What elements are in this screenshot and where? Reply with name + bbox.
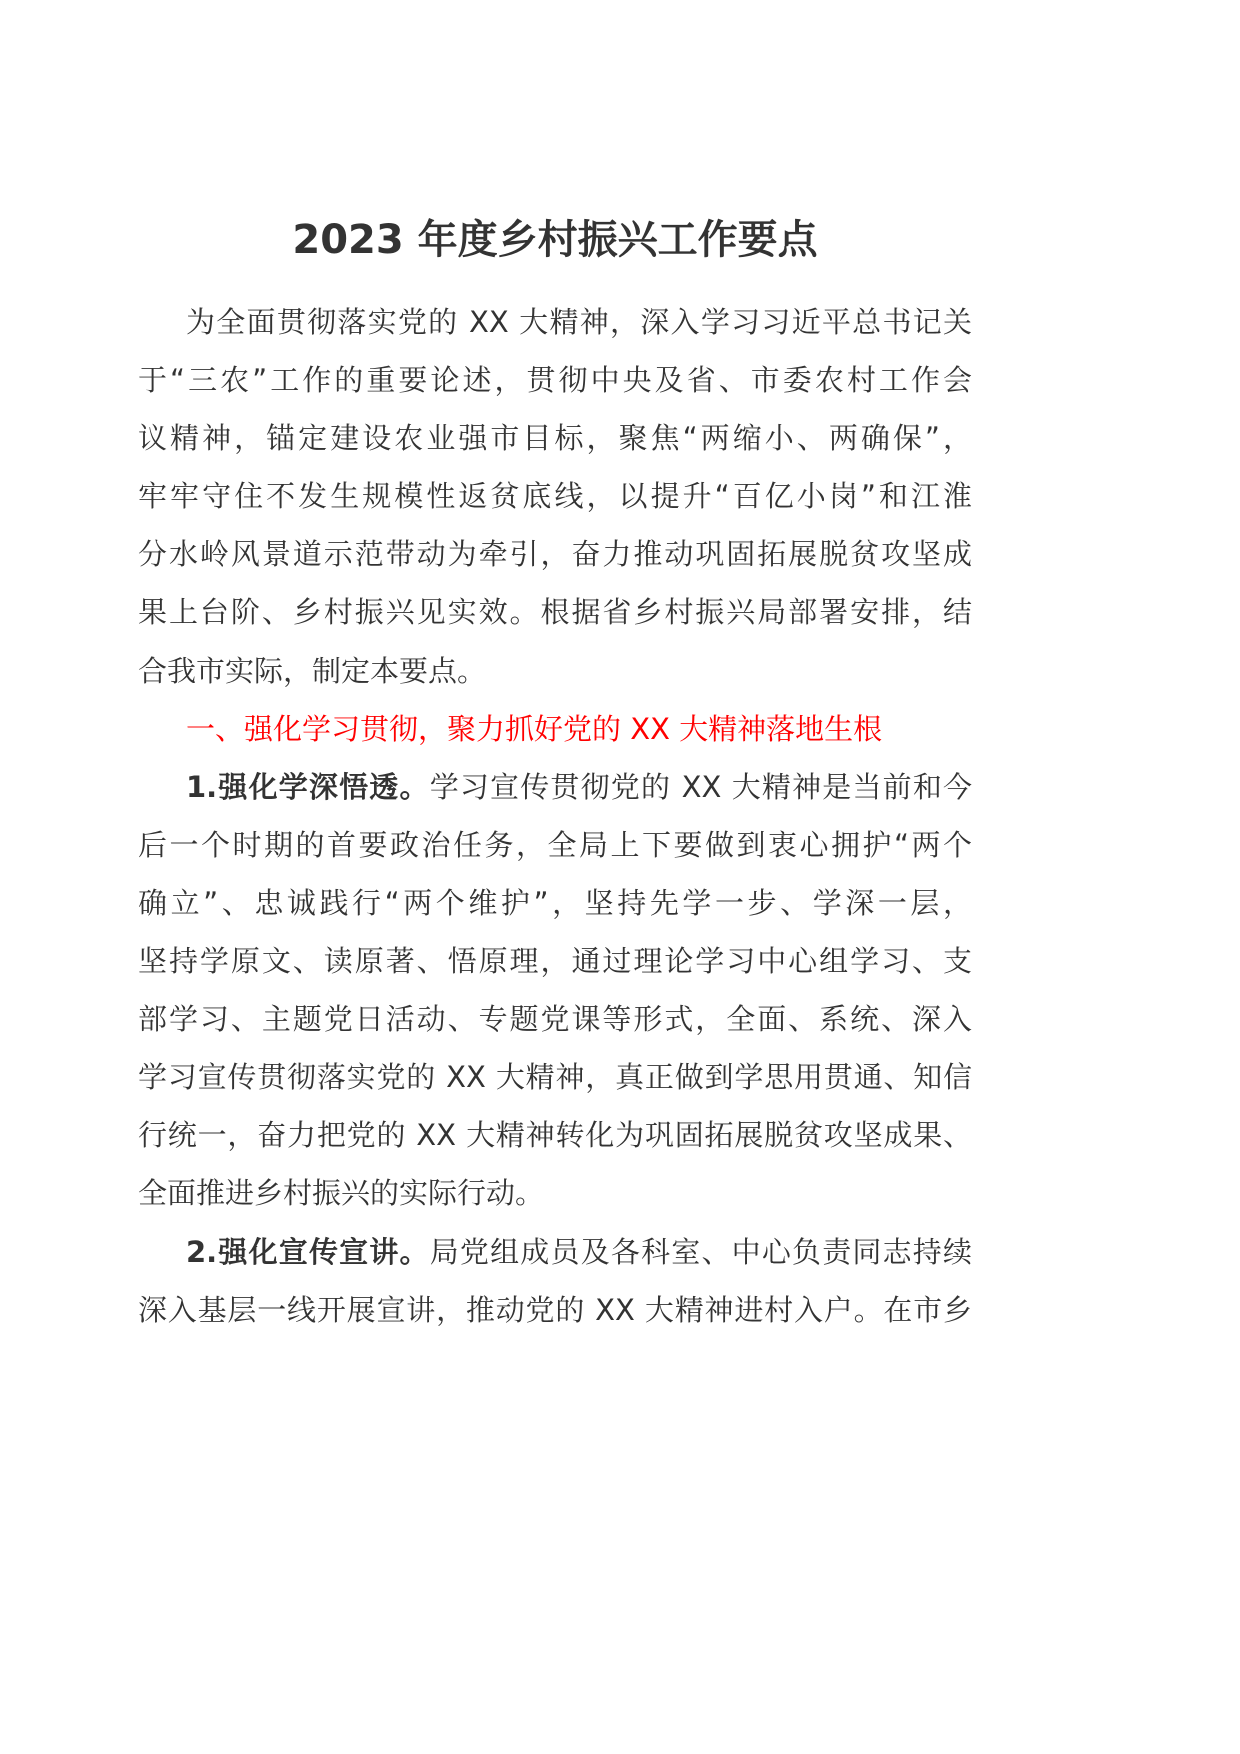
intro-line: 议精神，锚定建设农业强市目标，聚焦“两缩小、两确保”， (138, 421, 972, 456)
intro-line: 为全面贯彻落实党的 XX 大精神，深入学习习近平总书记关 (186, 305, 972, 339)
intro-line: 于“三农”工作的重要论述，贯彻中央及省、市委农村工作会 (138, 363, 972, 398)
item-first-line (138, 758, 972, 816)
document-title: 2023 年度乡村振兴工作要点 (292, 217, 818, 263)
item-line: 确立”、忠诚践行“两个维护”，坚持先学一步、学深一层， (138, 885, 972, 920)
intro-line: 牢牢守住不发生规模性返贫底线，以提升“百亿小岗”和江淮 (138, 479, 972, 514)
intro-line: 分水岭风景道示范带动为牵引，奋力推动巩固拓展脱贫攻坚成 (138, 537, 972, 572)
item-line: 坚持学原文、读原著、悟原理，通过理论学习中心组学习、支 (138, 944, 972, 979)
item-lead: 2.强化宣传宣讲。 (186, 1234, 430, 1269)
section-item (138, 1223, 972, 1339)
section-item (138, 758, 972, 1223)
item-line: 部学习、主题党日活动、专题党课等形式，全面、系统、深入 (138, 1002, 972, 1037)
item-line: 行统一，奋力把党的 XX 大精神转化为巩固拓展脱贫攻坚成果、 (138, 1118, 972, 1153)
item-line: 学习宣传贯彻党的 XX 大精神是当前和今 (429, 769, 973, 804)
item-line: 深入基层一线开展宣讲，推动党的 XX 大精神进村入户。在市乡 (138, 1292, 972, 1327)
item-line: 局党组成员及各科室、中心负责同志持续 (429, 1234, 972, 1269)
document-body (138, 293, 972, 1339)
item-lead: 1.强化学深悟透。 (186, 769, 430, 804)
intro-line: 果上台阶、乡村振兴见实效。根据省乡村振兴局部署安排，结 (138, 595, 972, 630)
item-line: 全面推进乡村振兴的实际行动。 (138, 1176, 545, 1211)
section-heading: 一、强化学习贯彻，聚力抓好党的 XX 大精神落地生根 (186, 711, 883, 746)
intro-line: 合我市实际，制定本要点。 (138, 653, 487, 688)
item-first-line (138, 1223, 972, 1281)
item-line: 学习宣传贯彻落实党的 XX 大精神，真正做到学思用贯通、知信 (138, 1060, 972, 1095)
item-line: 后一个时期的首要政治任务，全局上下要做到衷心拥护“两个 (138, 827, 972, 862)
intro-paragraph (138, 293, 972, 700)
